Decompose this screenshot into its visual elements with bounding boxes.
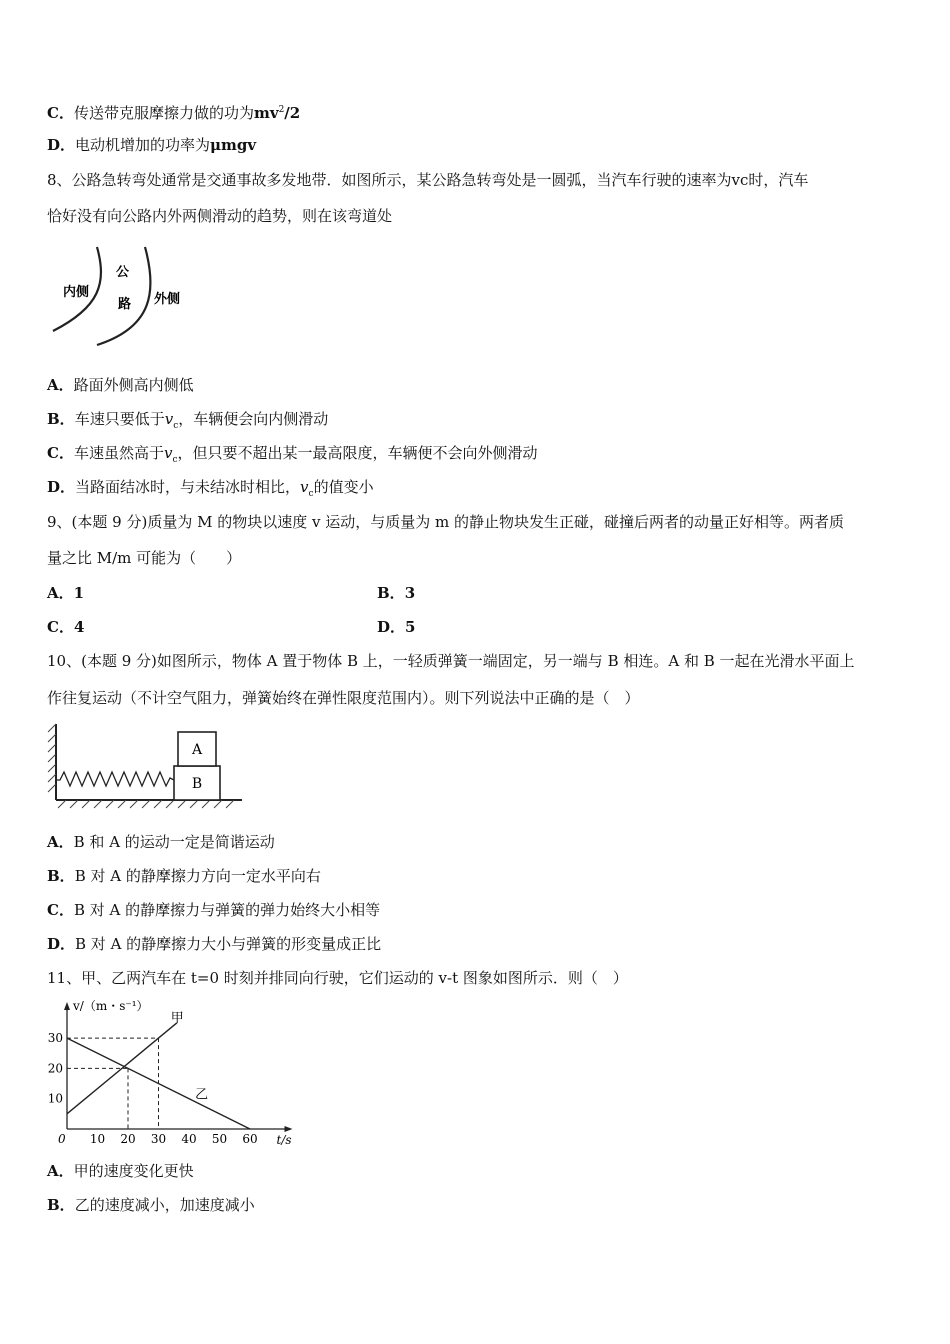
q8-stem-line2: 恰好没有向公路内外两侧滑动的趋势，则在该弯道处 <box>47 207 393 225</box>
q10-stem-line1: 10、(本题 9 分)如图所示，物体 A 置于物体 B 上，一轻质弹簧一端固定，另一端与 B 相连。A 和 B 一起在光滑水平面上 <box>47 652 855 670</box>
vt-graph <box>40 996 300 1152</box>
block-b-label: B <box>191 776 203 792</box>
spring <box>56 772 174 786</box>
origin-label: 0 <box>58 1132 66 1146</box>
q10-option-c: C．B 对 A 的静摩擦力与弹簧的弹力始终大小相等 <box>47 901 381 919</box>
y-tick-label: 20 <box>47 1061 63 1076</box>
x-tick-label: 60 <box>242 1132 258 1146</box>
q11-option-a: A．甲的速度变化更快 <box>47 1162 194 1180</box>
x-tick-label: 20 <box>120 1132 136 1146</box>
q9-option-c: C．4 <box>47 618 85 636</box>
x-axis-label: t/s <box>276 1133 292 1147</box>
wall-hatching <box>48 724 56 792</box>
q11-option-b: B．乙的速度减小，加速度减小 <box>47 1196 255 1214</box>
q9-stem-line2: 量之比 M/m 可能为（ ） <box>47 549 242 567</box>
y-axis-arrow <box>64 1002 70 1010</box>
x-tick-label: 10 <box>89 1132 106 1146</box>
x-tick-label: 40 <box>181 1132 197 1146</box>
q7-option-c: C．传送带克服摩擦力做的功为$mv^2/2$ <box>47 104 301 122</box>
block-a-label: A <box>191 742 203 758</box>
q8-option-b: B．车速只要低于$v_c$，车辆便会向内侧滑动 <box>47 410 329 431</box>
q10-option-d: D．B 对 A 的静摩擦力大小与弹簧的形变量成正比 <box>47 935 382 953</box>
q8-option-a: A．路面外侧高内侧低 <box>47 376 194 394</box>
y-axis-label: v/（m・s⁻¹） <box>73 999 149 1013</box>
q10-stem-line2: 作往复运动（不计空气阻力，弹簧始终在弹性限度范围内）。则下列说法中正确的是（ ） <box>47 689 640 707</box>
q9-stem-line1: 9、(本题 9 分)质量为 M 的物块以速度 v 运动，与质量为 m 的静止物块发生正碰，碰撞后两者的动量正好相等。两者质 <box>47 513 844 531</box>
q7-option-d: D．电动机增加的功率为μmgv <box>47 136 257 154</box>
q8-option-c: C．车速虽然高于$v_c$，但只要不超出某一最高限度，车辆便不会向外侧滑动 <box>47 444 538 465</box>
road-outer-curve <box>97 247 151 345</box>
q9-option-b: B．3 <box>377 584 416 602</box>
x-axis-arrow <box>285 1126 293 1132</box>
q11-stem: 11、甲、乙两汽车在 t=0 时刻并排同向行驶，它们运动的 v-t 图象如图所示．则（ ） <box>47 969 628 987</box>
q8-option-d: D．当路面结冰时，与未结冰时相比，$v_c$的值变小 <box>47 478 374 499</box>
road-label-1: 公 <box>116 265 130 280</box>
x-tick-label: 50 <box>211 1132 228 1146</box>
q8-stem-line1: 8、公路急转弯处通常是交通事故多发地带．如图所示，某公路急转弯处是一圆弧，当汽车行驶的速率为vc时，汽车 <box>47 171 809 189</box>
y-tick-label: 10 <box>47 1091 63 1106</box>
series-label-yi: 乙 <box>195 1087 209 1103</box>
road-label-2: 路 <box>118 297 132 312</box>
q9-option-d: D．5 <box>377 618 416 636</box>
series-label-jia: 甲 <box>170 1010 184 1026</box>
curved-road-figure <box>45 243 195 353</box>
inner-side-label: 内侧 <box>63 285 90 300</box>
spring-block-figure <box>44 722 244 812</box>
outer-side-label: 外侧 <box>154 292 181 307</box>
floor-hatching <box>58 800 234 808</box>
q10-option-a: A．B 和 A 的运动一定是简谐运动 <box>47 833 275 851</box>
q9-option-a: A．1 <box>47 584 85 602</box>
y-tick-label: 30 <box>47 1031 63 1046</box>
q10-option-b: B．B 对 A 的静摩擦力方向一定水平向右 <box>47 867 321 885</box>
x-tick-label: 30 <box>150 1132 167 1146</box>
